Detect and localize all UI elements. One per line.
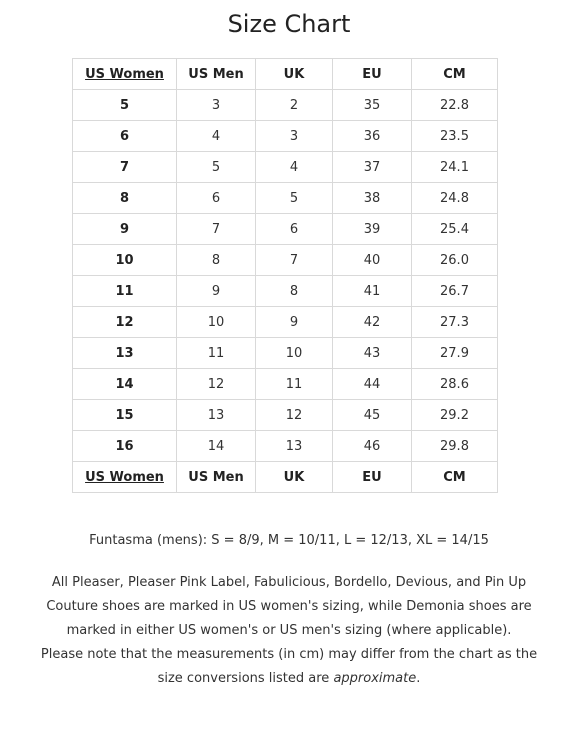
cell-eu: 39: [333, 214, 412, 245]
cell-cm: 27.3: [412, 307, 498, 338]
table-row: [73, 183, 498, 214]
cell-us-women: 5: [73, 90, 177, 121]
cell-us-women: 8: [73, 183, 177, 214]
table-row: [73, 369, 498, 400]
cell-cm: 29.8: [412, 431, 498, 462]
header-eu: EU: [333, 59, 412, 90]
cell-uk: 3: [256, 121, 333, 152]
cell-us-men: 12: [177, 369, 256, 400]
footer-uk: UK: [256, 462, 333, 493]
measurement-note-end: .: [416, 671, 421, 686]
cell-us-men: 13: [177, 400, 256, 431]
cell-cm: 26.0: [412, 245, 498, 276]
header-uk: UK: [256, 59, 333, 90]
table-row: [73, 400, 498, 431]
cell-eu: 44: [333, 369, 412, 400]
cell-us-women: 15: [73, 400, 177, 431]
cell-us-men: 14: [177, 431, 256, 462]
size-chart-table: [72, 58, 498, 493]
cell-eu: 42: [333, 307, 412, 338]
table-row: [73, 214, 498, 245]
cell-us-women: 10: [73, 245, 177, 276]
table-row: [73, 338, 498, 369]
cell-cm: 25.4: [412, 214, 498, 245]
cell-us-men: 5: [177, 152, 256, 183]
cell-cm: 26.7: [412, 276, 498, 307]
cell-uk: 5: [256, 183, 333, 214]
cell-us-men: 10: [177, 307, 256, 338]
page-title: Size Chart: [227, 10, 351, 38]
cell-uk: 6: [256, 214, 333, 245]
table-header-row: [73, 59, 498, 90]
cell-us-women: 7: [73, 152, 177, 183]
table-row: [73, 276, 498, 307]
funtasma-note: Funtasma (mens): S = 8/9, M = 10/11, L = 12/13, XL = 14/15: [89, 533, 489, 548]
table-row: [73, 121, 498, 152]
cell-uk: 12: [256, 400, 333, 431]
table-body: [73, 90, 498, 462]
measurement-note: [30, 643, 548, 691]
cell-eu: 45: [333, 400, 412, 431]
measurement-note-emphasis: approximate: [333, 671, 417, 686]
cell-us-men: 7: [177, 214, 256, 245]
cell-eu: 35: [333, 90, 412, 121]
cell-eu: 36: [333, 121, 412, 152]
cell-us-men: 4: [177, 121, 256, 152]
cell-us-women: 16: [73, 431, 177, 462]
cell-us-men: 9: [177, 276, 256, 307]
cell-uk: 2: [256, 90, 333, 121]
cell-us-women: 6: [73, 121, 177, 152]
cell-uk: 11: [256, 369, 333, 400]
header-cm: CM: [412, 59, 498, 90]
cell-uk: 8: [256, 276, 333, 307]
table-row: [73, 431, 498, 462]
cell-eu: 43: [333, 338, 412, 369]
cell-uk: 13: [256, 431, 333, 462]
table-row: [73, 245, 498, 276]
cell-us-men: 8: [177, 245, 256, 276]
cell-cm: 23.5: [412, 121, 498, 152]
cell-us-men: 3: [177, 90, 256, 121]
cell-cm: 22.8: [412, 90, 498, 121]
cell-cm: 24.1: [412, 152, 498, 183]
cell-uk: 10: [256, 338, 333, 369]
measurement-note-text: Please note that the measurements (in cm) may differ from the chart as the size conversions listed are: [40, 647, 538, 686]
sizing-note: All Pleaser, Pleaser Pink Label, Fabulicious, Bordello, Devious, and Pin Up Couture shoes are marked in US women's sizing, while Demonia shoes are marked in either US women's or US men's sizing (where applicable).: [46, 575, 532, 638]
cell-us-men: 6: [177, 183, 256, 214]
cell-cm: 27.9: [412, 338, 498, 369]
footer-cm: CM: [412, 462, 498, 493]
cell-uk: 9: [256, 307, 333, 338]
footer-us-men: US Men: [177, 462, 256, 493]
footer-us-women: US Women: [73, 462, 177, 493]
header-us-women: US Women: [73, 59, 177, 90]
cell-us-women: 11: [73, 276, 177, 307]
cell-us-women: 9: [73, 214, 177, 245]
cell-eu: 37: [333, 152, 412, 183]
cell-eu: 40: [333, 245, 412, 276]
footer-eu: EU: [333, 462, 412, 493]
sizing-notes: [30, 571, 548, 691]
cell-us-men: 11: [177, 338, 256, 369]
header-us-men: US Men: [177, 59, 256, 90]
cell-eu: 46: [333, 431, 412, 462]
cell-eu: 41: [333, 276, 412, 307]
cell-cm: 24.8: [412, 183, 498, 214]
cell-us-women: 13: [73, 338, 177, 369]
cell-us-women: 14: [73, 369, 177, 400]
cell-eu: 38: [333, 183, 412, 214]
table-footer-row: [73, 462, 498, 493]
table-row: [73, 152, 498, 183]
cell-cm: 29.2: [412, 400, 498, 431]
cell-cm: 28.6: [412, 369, 498, 400]
table-row: [73, 307, 498, 338]
cell-us-women: 12: [73, 307, 177, 338]
cell-uk: 4: [256, 152, 333, 183]
cell-uk: 7: [256, 245, 333, 276]
table-row: [73, 90, 498, 121]
